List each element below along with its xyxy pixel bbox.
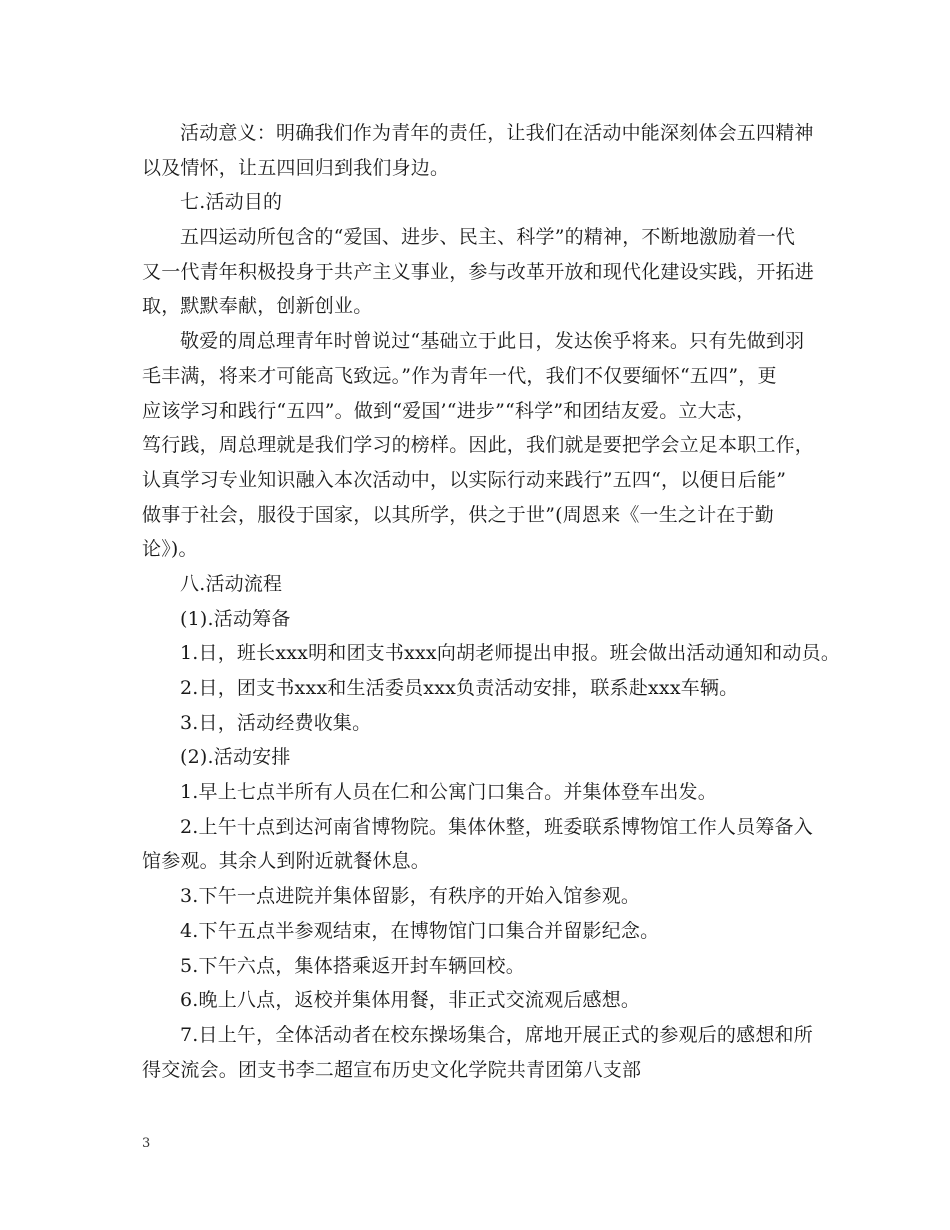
text-line: 以及情怀，让五四回归到我们身边。 xyxy=(142,156,450,179)
text-line: 3.下午一点进院并集体留影，有秩序的开始入馆参观。 xyxy=(180,885,641,908)
text-line: 2.日，团支书xxx和生活委员xxx负责活动安排，联系赴xxx车辆。 xyxy=(180,677,739,699)
text-line: 毛丰满，将来才可能高飞致远。”作为青年一代，我们不仅要缅怀“五四”，更 xyxy=(142,364,777,387)
text-line: 馆参观。其余人到附近就餐休息。 xyxy=(142,850,431,873)
text-line: (1).活动筹备 xyxy=(180,607,291,630)
text-line: 笃行践，周总理就是我们学习的榜样。因此，我们就是要把学会立足本职工作， xyxy=(142,434,815,457)
text-line: 7.日上午，全体活动者在校东操场集合，席地开展正式的参观后的感想和所 xyxy=(180,1023,813,1046)
text-line: 认真学习专业知识融入本次活动中，以实际行动来践行”五四“，以便日后能” xyxy=(142,468,787,491)
text-line: 2.上午十点到达河南省博物院。集体休整，班委联系博物馆工作人员筹备入 xyxy=(180,815,813,838)
text-line: 3.日，活动经费收集。 xyxy=(180,711,372,734)
text-line: 4.下午五点半参观结束，在博物馆门口集合并留影纪念。 xyxy=(180,919,660,942)
text-line: 应该学习和践行“五四”。做到“爱国’“进步”“科学”和团结友爱。立大志， xyxy=(142,399,756,422)
text-line: 取，默默奉献，创新创业。 xyxy=(142,295,373,318)
text-line: 七.活动目的 xyxy=(180,191,283,214)
text-line: 活动意义：明确我们作为青年的责任，让我们在活动中能深刻体会五四精神 xyxy=(180,122,814,144)
text-line: 6.晚上八点，返校并集体用餐，非正式交流观后感想。 xyxy=(180,989,641,1012)
text-line: 八.活动流程 xyxy=(180,572,283,595)
text-line: 1.日，班长xxx明和团支书xxx向胡老师提出申报。班会做出活动通知和动员。 xyxy=(180,642,841,665)
text-line: 得交流会。团支书李二超宣布历史文化学院共青团第八支部 xyxy=(142,1058,642,1081)
page-number: 3 xyxy=(142,1136,151,1151)
text-line: 论》)。 xyxy=(142,538,198,561)
text-line: 5.下午六点，集体搭乘返开封车辆回校。 xyxy=(180,954,525,977)
text-line: 五四运动所包含的“爱国、进步、民主、科学”的精神，不断地激励着一代 xyxy=(180,226,796,249)
text-line: 敬爱的周总理青年时曾说过“基础立于此日，发达俟乎将来。只有先做到羽 xyxy=(180,330,805,353)
document-body xyxy=(142,116,841,1087)
text-line: 做事于社会，服役于国家，以其所学，供之于世”(周恩来《一生之计在于勤 xyxy=(142,503,774,526)
text-line: 1.早上七点半所有人员在仁和公寓门口集合。并集体登车出发。 xyxy=(180,781,717,804)
text-line: 又一代青年积极投身于共产主义事业，参与改革开放和现代化建设实践，开拓进 xyxy=(142,260,815,283)
text-line: (2).活动安排 xyxy=(180,746,291,769)
